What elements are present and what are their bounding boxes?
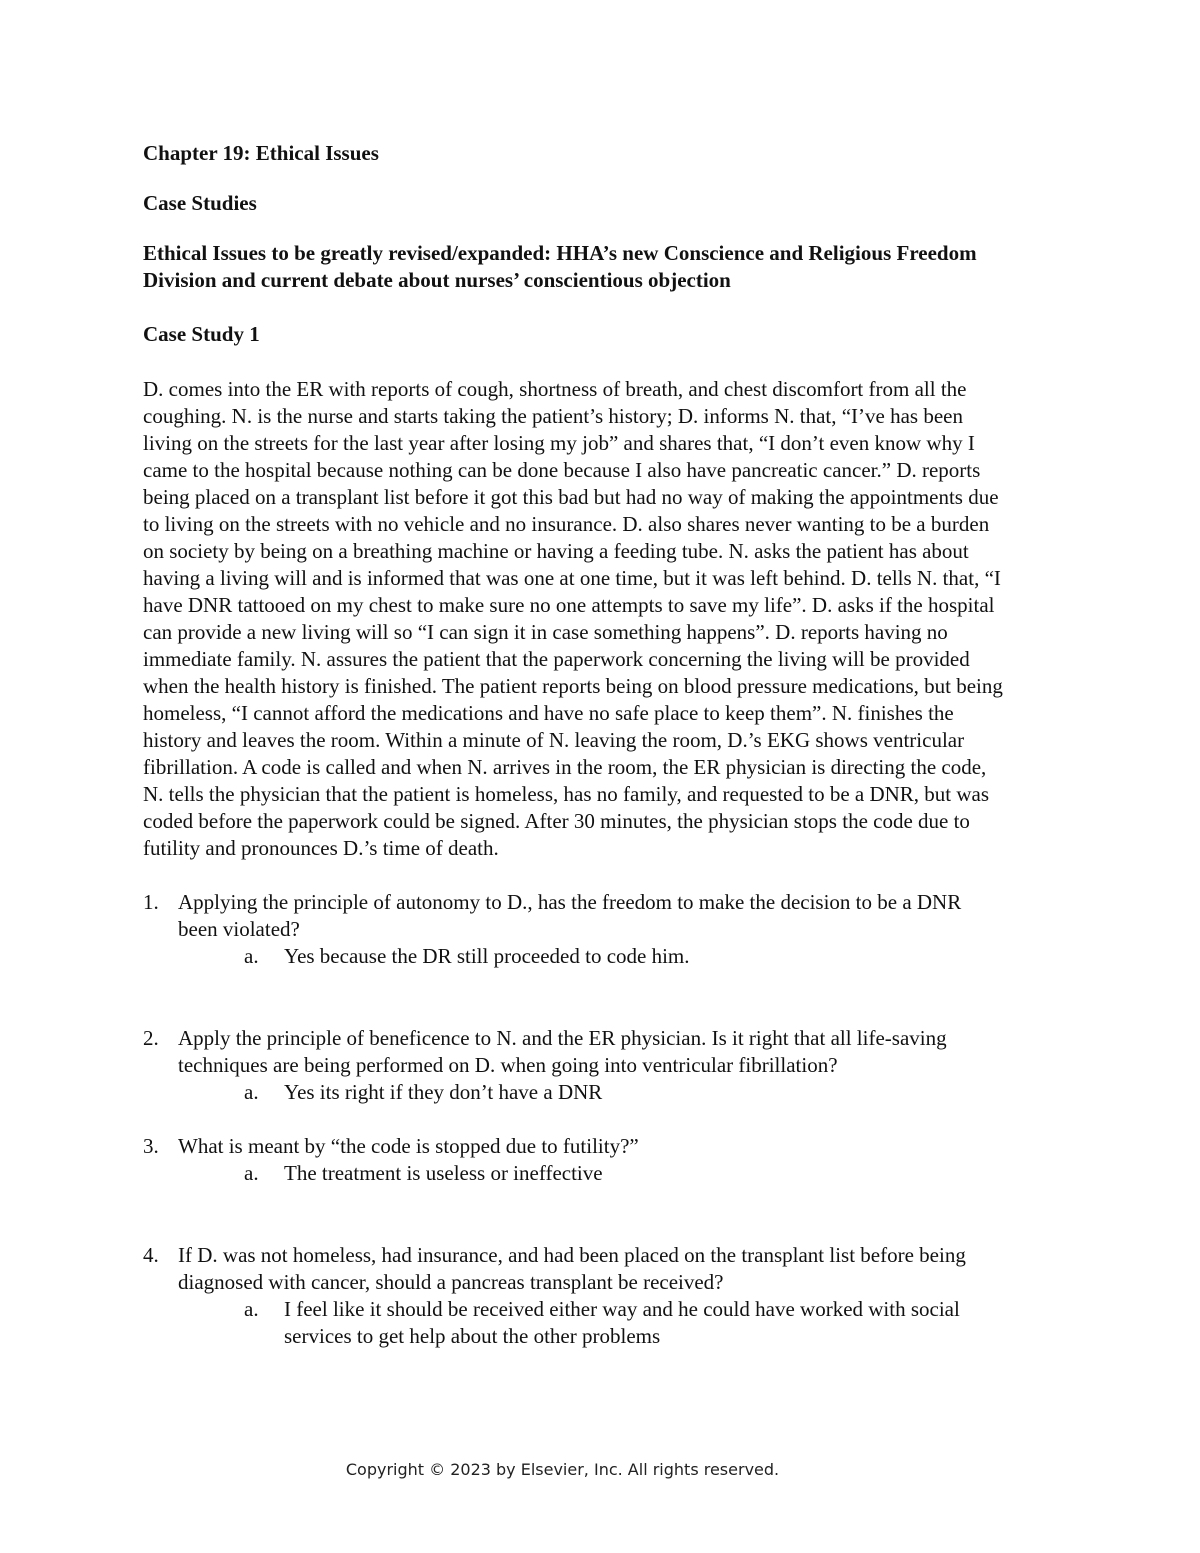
answer-letter: a. bbox=[244, 1297, 259, 1321]
question-item bbox=[143, 1025, 1003, 1106]
case-study-title: Case Study 1 bbox=[143, 322, 260, 346]
answer-text: I feel like it should be received either way and he could have worked with social services to get help about the other problems bbox=[284, 1297, 960, 1348]
question-text: What is meant by “the code is stopped due to futility?” bbox=[178, 1134, 639, 1158]
answer-text: Yes because the DR still proceeded to code him. bbox=[284, 944, 690, 968]
answer-letter: a. bbox=[244, 1161, 259, 1185]
revision-note: Ethical Issues to be greatly revised/expanded: HHA’s new Conscience and Religious Freedom Division and current debate about nurses’ conscientious objection bbox=[143, 241, 977, 292]
question-item bbox=[143, 1242, 1003, 1350]
question-item bbox=[143, 889, 1003, 970]
question-text: Apply the principle of beneficence to N. and the ER physician. Is it right that all life-saving techniques are being performed on D. when going into ventricular fibrillation? bbox=[178, 1026, 947, 1077]
spacer bbox=[143, 1187, 1003, 1242]
question-item bbox=[143, 1133, 1003, 1187]
section-heading: Case Studies bbox=[143, 191, 257, 215]
spacer bbox=[143, 1106, 1003, 1133]
spacer bbox=[143, 970, 1003, 1025]
copyright-footer: Copyright © 2023 by Elsevier, Inc. All rights reserved. bbox=[345, 1460, 780, 1479]
question-number: 2. bbox=[143, 1026, 159, 1050]
answer-text: The treatment is useless or ineffective bbox=[284, 1161, 603, 1185]
answer-text: Yes its right if they don’t have a DNR bbox=[284, 1080, 603, 1104]
question-list bbox=[143, 889, 1003, 1350]
question-number: 1. bbox=[143, 890, 159, 914]
case-narrative: D. comes into the ER with reports of cough, shortness of breath, and chest discomfort from all the coughing. N. is the nurse and starts taking the patient’s history; D. informs N. that, “I’ve has been living on the streets for the last year after losing my job” and shares that, “I don’t even know why I came to the hospital because nothing can be done because I also have pancreatic cancer.” D. reports being placed on a transplant list before it got this bad but had no way of making the appointments due to living on the streets with no vehicle and no insurance. D. also shares never wanting to be a burden on society by being on a breathing machine or having a feeding tube. N. asks the patient has about having a living will and is informed that was one at one time, but it was left behind. D. tells N. that, “I have DNR tattooed on my chest to make sure no one attempts to save my life”. D. asks if the hospital can provide a new living will so “I can sign it in case something happens”. D. reports having no immediate family. N. assures the patient that the paperwork concerning the living will be provided when the health history is finished. The patient reports being on blood pressure medications, but being homeless, “I cannot afford the medications and have no safe place to keep them”. N. finishes the history and leaves the room. Within a minute of N. leaving the room, D.’s EKG shows ventricular fibrillation. A code is called and when N. arrives in the room, the ER physician is directing the code, N. tells the physician that the patient is homeless, has no family, and requested to be a DNR, but was coded before the paperwork could be signed. After 30 minutes, the physician stops the code due to futility and pronounces D.’s time of death. bbox=[143, 377, 1003, 860]
chapter-title: Chapter 19: Ethical Issues bbox=[143, 141, 379, 165]
question-text: If D. was not homeless, had insurance, and had been placed on the transplant list before being diagnosed with cancer, should a pancreas transplant be received? bbox=[178, 1243, 966, 1294]
page-content bbox=[143, 140, 1003, 1350]
answer-letter: a. bbox=[244, 944, 259, 968]
question-number: 3. bbox=[143, 1134, 159, 1158]
question-number: 4. bbox=[143, 1243, 159, 1267]
answer-letter: a. bbox=[244, 1080, 259, 1104]
question-text: Applying the principle of autonomy to D., has the freedom to make the decision to be a DNR been violated? bbox=[178, 890, 962, 941]
